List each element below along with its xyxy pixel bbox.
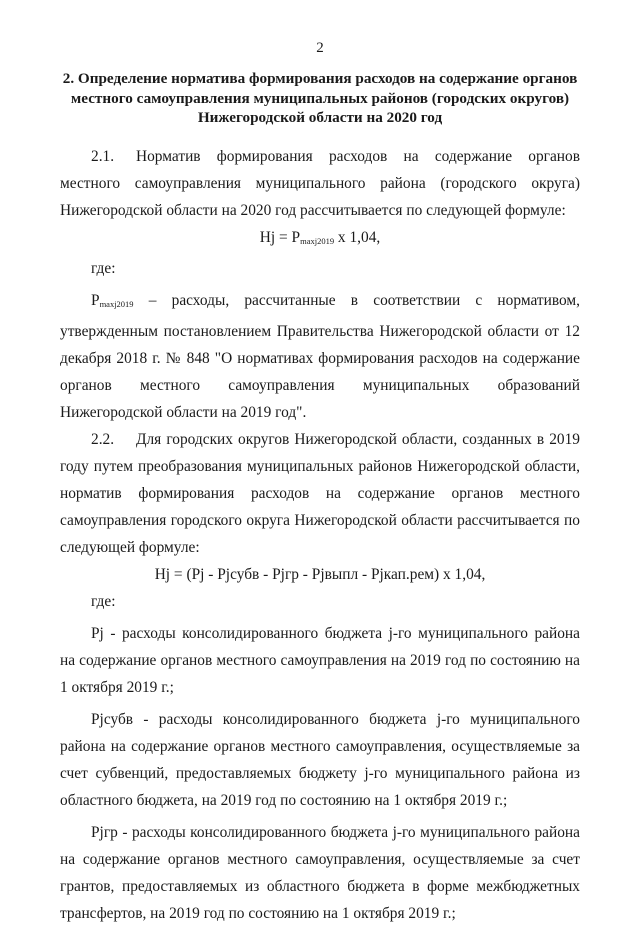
definition-text: – расходы, рассчитанные в соответствии с нормативом, утвержденным постановлением Правительства Нижегородской области от 12 декабря 2018 г. № 848 "О нормативах формирования расходов на содержание органов местного самоуправления муниципальных образований Нижегородской области на 2019 год". — [60, 292, 580, 421]
definition-symbol: P — [91, 292, 100, 309]
where-label: где: — [91, 593, 116, 610]
formula-2-1 — [60, 224, 580, 255]
formula-subscript: maxj2019 — [300, 236, 335, 246]
clause-number: 2.1. — [91, 148, 115, 165]
paragraph-2-2 — [60, 426, 580, 561]
definition-subscript: maxj2019 — [99, 299, 134, 309]
document-body — [60, 143, 580, 927]
clause-text: Норматив формирования расходов на содержание органов местного самоуправления муниципального района (городского округа) Нижегородской области на 2020 год рассчитывается по следующей формуле: — [60, 148, 580, 219]
formula-right: x 1,04, — [334, 229, 381, 246]
formula-2-2: Hj = (Pj - Pjсубв - Pjгр - Pjвыпл - Pjкап.рем) x 1,04, — [154, 566, 486, 583]
paragraph-2-1 — [60, 143, 580, 224]
definition-pj: Pj - расходы консолидированного бюджета j-го муниципального района на содержание органов местного самоуправления на 2019 год по состоянию на 1 октября 2019 г.; — [60, 625, 580, 696]
definition-pjsubv: Pjсубв - расходы консолидированного бюджета j-го муниципального района на содержание органов местного самоуправления, осуществляемые за счет субвенций, предоставляемых бюджету j-го муниципального района из областного бюджета, на 2019 год по состоянию на 1 октября 2019 г.; — [60, 711, 580, 809]
formula-left: Hj = P — [259, 229, 301, 246]
clause-number: 2.2. — [91, 431, 115, 448]
definition-pjgr: Pjгр - расходы консолидированного бюджета j-го муниципального района на содержание органов местного самоуправления, осуществляемые за счет грантов, предоставляемых из областного бюджета в форме межбюджетных трансфертов, на 2019 год по состоянию на 1 октября 2019 г.; — [60, 824, 580, 922]
where-label: где: — [91, 260, 116, 277]
page-number: 2 — [316, 40, 324, 56]
definition-pmax — [60, 287, 580, 426]
section-heading: 2. Определение норматива формирования расходов на содержание органов местного самоуправления муниципальных районов (городских округов) Нижегородской области на 2020 год — [62, 70, 578, 126]
clause-text: Для городских округов Нижегородской области, созданных в 2019 году путем преобразования муниципальных районов Нижегородской области, норматив формирования расходов на содержание органов местного самоуправления городского округа Нижегородской области рассчитывается по следующей формуле: — [60, 431, 580, 556]
